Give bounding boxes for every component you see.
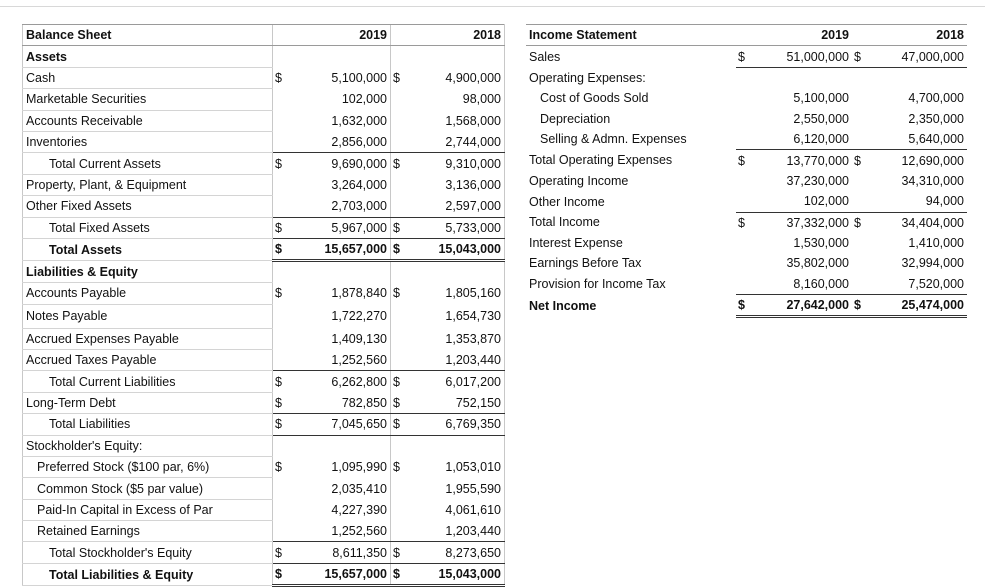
currency-symbol <box>852 109 870 129</box>
value-2018: 5,640,000 <box>870 129 967 150</box>
row-label: Cash <box>23 67 273 88</box>
value-2019: 1,095,990 <box>331 460 387 475</box>
balance-sheet-year-2018: 2018 <box>409 25 505 46</box>
currency-symbol <box>273 131 295 152</box>
table-row <box>23 456 505 477</box>
row-label: Total Stockholder's Equity <box>23 542 273 563</box>
currency-symbol: $ <box>273 392 295 413</box>
value-2018: 1,654,730 <box>409 304 505 328</box>
value-2019: 1,252,560 <box>295 349 391 370</box>
table-row <box>526 109 967 129</box>
currency-symbol: $ <box>391 67 409 88</box>
value-2019: 2,856,000 <box>295 131 391 152</box>
currency-symbol: $ <box>391 456 409 477</box>
currency-symbol: $ <box>391 542 409 563</box>
value-2019: 2,550,000 <box>793 111 849 126</box>
value-2018: 6,769,350 <box>409 414 505 435</box>
value-2018: 1,353,870 <box>409 328 505 349</box>
row-label: Net Income <box>529 298 597 313</box>
row-label: Cost of Goods Sold <box>540 91 649 106</box>
currency-symbol <box>736 129 756 150</box>
row-label: Sales <box>529 49 561 64</box>
row-label: Operating Expenses: <box>529 70 646 85</box>
value-2019: 2,035,410 <box>331 481 387 496</box>
value-2018: 2,597,000 <box>409 196 505 217</box>
currency-symbol <box>852 67 870 88</box>
row-label: Long-Term Debt <box>23 392 273 413</box>
table-row <box>23 238 505 260</box>
currency-symbol <box>273 435 295 456</box>
value-2019: 1,409,130 <box>331 331 387 346</box>
currency-symbol <box>391 304 409 328</box>
currency-symbol <box>273 89 295 110</box>
currency-symbol <box>391 328 409 349</box>
currency-symbol: $ <box>273 67 295 88</box>
value-2018: 2,744,000 <box>409 131 505 152</box>
value-2019: 51,000,000 <box>756 46 852 67</box>
currency-symbol <box>736 274 756 295</box>
value-2019: 15,657,000 <box>295 238 391 260</box>
row-label: Accounts Receivable <box>23 110 273 131</box>
row-label: Liabilities & Equity <box>23 261 273 283</box>
value-2019: 5,967,000 <box>295 217 391 238</box>
value-2019: 13,770,000 <box>786 153 849 168</box>
balance-sheet-year-2019: 2019 <box>295 25 391 46</box>
row-label: Marketable Securities <box>23 89 273 110</box>
value-2018: 1,203,440 <box>409 349 505 370</box>
row-label: Property, Plant, & Equipment <box>23 174 273 195</box>
table-row <box>526 253 967 273</box>
table-row <box>526 67 967 88</box>
value-2019 <box>295 261 391 283</box>
currency-symbol <box>852 233 870 253</box>
table-row <box>23 392 505 413</box>
table-row <box>526 150 967 171</box>
currency-symbol: $ <box>391 238 409 260</box>
value-2018 <box>870 67 967 88</box>
value-2018: 752,150 <box>409 392 505 413</box>
currency-symbol <box>391 499 409 520</box>
row-label: Common Stock ($5 par value) <box>23 478 273 499</box>
value-2019: 1,530,000 <box>793 236 849 251</box>
value-2018: 1,568,000 <box>409 110 505 131</box>
value-2018 <box>409 261 505 283</box>
row-label: Total Liabilities <box>23 414 273 435</box>
currency-symbol <box>391 478 409 499</box>
value-2019: 5,100,000 <box>793 91 849 106</box>
value-2018: 4,900,000 <box>409 67 505 88</box>
table-row <box>23 67 505 88</box>
row-label: Accrued Expenses Payable <box>23 328 273 349</box>
currency-symbol <box>391 110 409 131</box>
value-2018: 1,955,590 <box>409 478 505 499</box>
row-label: Selling & Admn. Expenses <box>540 132 687 147</box>
table-row <box>23 304 505 328</box>
table-row <box>526 274 967 295</box>
value-2019: 3,264,000 <box>331 177 387 192</box>
currency-symbol: $ <box>273 456 295 477</box>
value-2018: 34,310,000 <box>901 173 964 188</box>
currency-symbol: $ <box>273 217 295 238</box>
income-statement-title: Income Statement <box>526 25 736 46</box>
value-2019: 9,690,000 <box>331 156 387 171</box>
table-row <box>23 46 505 67</box>
value-2018: 1,203,440 <box>409 521 505 542</box>
table-row <box>23 89 505 110</box>
currency-symbol <box>273 304 295 328</box>
row-label: Other Income <box>529 194 605 209</box>
currency-symbol: $ <box>852 295 870 317</box>
balance-sheet-table <box>22 24 505 587</box>
currency-symbol <box>391 174 409 195</box>
currency-symbol: $ <box>273 563 295 585</box>
row-label: Total Liabilities & Equity <box>23 563 273 585</box>
table-row <box>23 217 505 238</box>
currency-symbol <box>852 88 870 108</box>
table-row <box>526 129 967 150</box>
top-divider <box>0 6 985 7</box>
value-2019: 102,000 <box>756 191 852 212</box>
table-row <box>526 233 967 253</box>
currency-symbol: $ <box>273 283 295 304</box>
table-row <box>23 131 505 152</box>
value-2018: 3,136,000 <box>409 174 505 195</box>
value-2018: 94,000 <box>870 191 967 212</box>
value-2018: 2,350,000 <box>908 111 964 126</box>
value-2018 <box>409 435 505 456</box>
value-2019: 782,850 <box>295 392 391 413</box>
value-2019: 5,100,000 <box>331 70 387 85</box>
table-row <box>23 542 505 563</box>
currency-symbol <box>273 46 295 67</box>
currency-symbol <box>736 233 756 253</box>
row-label: Earnings Before Tax <box>529 256 642 271</box>
row-label: Total Current Liabilities <box>23 371 273 392</box>
table-row <box>526 88 967 108</box>
row-label: Accounts Payable <box>23 283 273 304</box>
table-row <box>23 261 505 283</box>
row-label: Interest Expense <box>529 236 623 251</box>
table-row <box>23 196 505 217</box>
currency-symbol: $ <box>391 283 409 304</box>
row-label: Operating Income <box>529 173 629 188</box>
currency-symbol <box>273 196 295 217</box>
row-label: Accrued Taxes Payable <box>23 349 273 370</box>
table-row <box>23 435 505 456</box>
currency-symbol <box>273 110 295 131</box>
row-label: Provision for Income Tax <box>529 277 666 292</box>
value-2018: 1,053,010 <box>409 456 505 477</box>
value-2018: 1,805,160 <box>409 283 505 304</box>
value-2019: 2,703,000 <box>295 196 391 217</box>
table-row <box>526 46 967 67</box>
table-row <box>526 171 967 191</box>
currency-symbol <box>391 521 409 542</box>
value-2018: 6,017,200 <box>409 371 505 392</box>
value-2018: 9,310,000 <box>409 153 505 174</box>
currency-symbol <box>736 88 756 108</box>
table-row <box>23 174 505 195</box>
table-row <box>23 153 505 174</box>
row-label: Depreciation <box>540 111 611 126</box>
value-2018: 98,000 <box>409 89 505 110</box>
currency-symbol: $ <box>273 371 295 392</box>
table-row <box>526 295 967 317</box>
currency-symbol <box>391 261 409 283</box>
table-row <box>23 414 505 435</box>
currency-symbol: $ <box>736 46 756 67</box>
value-2018: 34,404,000 <box>901 215 964 230</box>
value-2018 <box>409 46 505 67</box>
value-2019: 8,611,350 <box>295 542 391 563</box>
currency-symbol: $ <box>854 153 861 168</box>
value-2019: 6,262,800 <box>331 374 387 389</box>
value-2019: 37,230,000 <box>786 173 849 188</box>
currency-symbol <box>391 89 409 110</box>
value-2018: 8,273,650 <box>409 542 505 563</box>
value-2019: 8,160,000 <box>756 274 852 295</box>
currency-symbol <box>273 478 295 499</box>
value-2018: 4,700,000 <box>908 91 964 106</box>
currency-symbol <box>852 253 870 273</box>
value-2019: 1,252,560 <box>295 521 391 542</box>
currency-symbol <box>391 196 409 217</box>
currency-symbol: $ <box>391 414 409 435</box>
value-2019: 27,642,000 <box>756 295 852 317</box>
currency-symbol <box>391 435 409 456</box>
currency-symbol <box>391 349 409 370</box>
currency-symbol <box>273 521 295 542</box>
currency-symbol <box>852 191 870 212</box>
currency-symbol: $ <box>391 392 409 413</box>
value-2019: 1,632,000 <box>331 113 387 128</box>
currency-symbol <box>852 171 870 191</box>
value-2019 <box>295 435 391 456</box>
table-row <box>23 110 505 131</box>
currency-symbol <box>852 129 870 150</box>
table-row <box>23 478 505 499</box>
currency-symbol <box>736 191 756 212</box>
table-row <box>526 212 967 233</box>
value-2018: 15,043,000 <box>409 238 505 260</box>
value-2019: 6,120,000 <box>756 129 852 150</box>
table-row <box>23 563 505 585</box>
currency-symbol <box>736 67 756 88</box>
value-2019: 102,000 <box>341 92 387 107</box>
table-row <box>23 328 505 349</box>
value-2018: 32,994,000 <box>901 256 964 271</box>
row-label: Total Current Assets <box>23 153 273 174</box>
value-2019: 1,878,840 <box>331 286 387 301</box>
currency-symbol <box>273 328 295 349</box>
row-label: Preferred Stock ($100 par, 6%) <box>23 456 273 477</box>
income-statement-year-2019: 2019 <box>756 25 852 46</box>
currency-symbol: $ <box>273 238 295 260</box>
income-statement-header <box>526 25 967 46</box>
currency-symbol: $ <box>391 563 409 585</box>
currency-symbol: $ <box>273 414 295 435</box>
value-2018: 15,043,000 <box>409 563 505 585</box>
currency-symbol <box>273 261 295 283</box>
value-2018: 7,520,000 <box>870 274 967 295</box>
currency-symbol <box>391 46 409 67</box>
currency-symbol <box>736 109 756 129</box>
currency-symbol: $ <box>854 215 861 230</box>
table-row <box>526 191 967 212</box>
value-2019: 37,332,000 <box>786 215 849 230</box>
currency-symbol: $ <box>736 295 756 317</box>
value-2019: 4,227,390 <box>331 502 387 517</box>
value-2019 <box>295 46 391 67</box>
currency-symbol: $ <box>738 215 745 230</box>
value-2018: 47,000,000 <box>870 46 967 67</box>
currency-symbol: $ <box>273 153 295 174</box>
value-2019: 1,722,270 <box>331 309 387 324</box>
currency-symbol <box>273 174 295 195</box>
currency-symbol <box>736 253 756 273</box>
table-row <box>23 499 505 520</box>
balance-sheet-header <box>23 25 505 46</box>
currency-symbol <box>391 131 409 152</box>
value-2019: 35,802,000 <box>786 256 849 271</box>
currency-symbol: $ <box>391 217 409 238</box>
row-label: Total Fixed Assets <box>23 217 273 238</box>
row-label: Paid-In Capital in Excess of Par <box>23 499 273 520</box>
balance-sheet-title: Balance Sheet <box>23 25 273 46</box>
row-label: Total Income <box>529 215 600 230</box>
row-label: Assets <box>23 46 273 67</box>
currency-symbol: $ <box>391 153 409 174</box>
currency-symbol <box>273 499 295 520</box>
currency-symbol <box>736 171 756 191</box>
currency-symbol: $ <box>852 46 870 67</box>
currency-symbol <box>273 349 295 370</box>
row-label: Notes Payable <box>23 304 273 328</box>
currency-symbol: $ <box>738 153 745 168</box>
value-2018: 25,474,000 <box>870 295 967 317</box>
value-2019: 15,657,000 <box>295 563 391 585</box>
value-2019 <box>756 67 852 88</box>
row-label: Inventories <box>23 131 273 152</box>
currency-symbol: $ <box>273 542 295 563</box>
table-row <box>23 371 505 392</box>
row-label: Other Fixed Assets <box>23 196 273 217</box>
value-2018: 5,733,000 <box>409 217 505 238</box>
row-label: Total Assets <box>23 238 273 260</box>
row-label: Retained Earnings <box>23 521 273 542</box>
value-2019: 7,045,650 <box>295 414 391 435</box>
currency-symbol <box>852 274 870 295</box>
row-label: Total Operating Expenses <box>529 153 673 168</box>
row-label: Stockholder's Equity: <box>23 435 273 456</box>
income-statement-table <box>526 24 967 318</box>
value-2018: 12,690,000 <box>901 153 964 168</box>
table-row <box>23 283 505 304</box>
table-row <box>23 349 505 370</box>
currency-symbol: $ <box>391 371 409 392</box>
income-statement-year-2018: 2018 <box>870 25 967 46</box>
value-2018: 1,410,000 <box>908 236 964 251</box>
table-row <box>23 521 505 542</box>
value-2018: 4,061,610 <box>409 499 505 520</box>
